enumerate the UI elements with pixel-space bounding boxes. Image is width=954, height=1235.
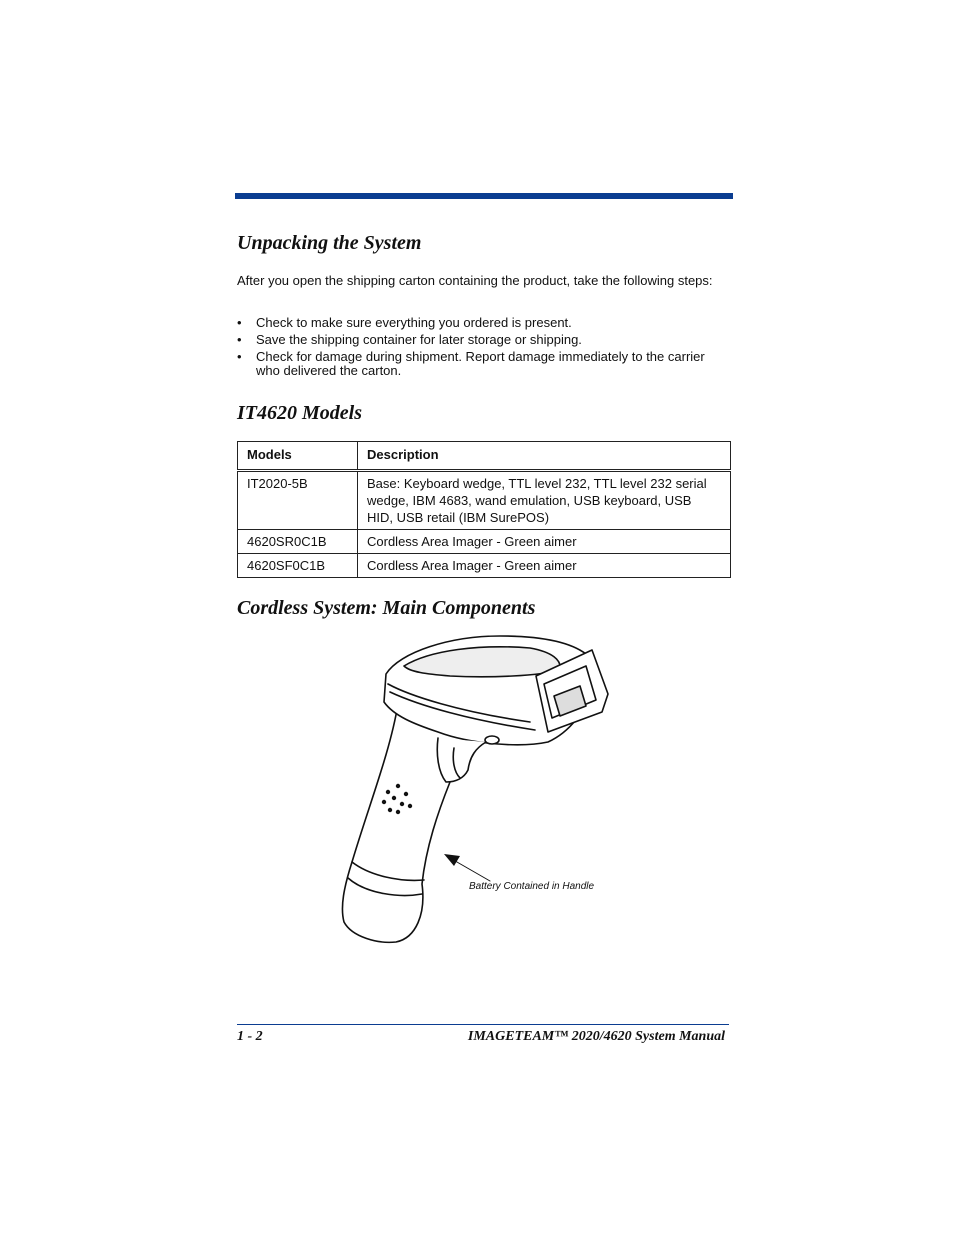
table-header-row (238, 442, 731, 471)
unpacking-steps (237, 316, 727, 381)
list-item: • Check for damage during shipment. Report damage immediately to the carrier who delivered the carton. (237, 349, 705, 378)
description-cell: Base: Keyboard wedge, TTL level 232, TTL level 232 serial wedge, IBM 4683, wand emulation, USB keyboard, USB HID, USB retail (IBM SurePOS) (358, 471, 731, 530)
model-cell: IT2020-5B (238, 471, 358, 530)
model-cell: 4620SR0C1B (238, 530, 358, 554)
unpacking-intro: After you open the shipping carton containing the product, take the following steps: (237, 273, 713, 288)
model-cell: 4620SF0C1B (238, 554, 358, 578)
description-cell: Cordless Area Imager - Green aimer (358, 554, 731, 578)
section-title-models: IT4620 Models (237, 402, 362, 424)
column-header-models: Models (238, 442, 358, 471)
models-table (237, 441, 731, 578)
list-item: • Save the shipping container for later storage or shipping. (237, 332, 582, 347)
bullet-icon: • (237, 332, 242, 347)
section-title-cordless: Cordless System: Main Components (237, 597, 536, 619)
battery-callout: Battery Contained in Handle (469, 881, 595, 892)
page-number: 1 - 2 (237, 1029, 263, 1044)
bullet-icon: • (237, 349, 242, 364)
cordless-scanner-illustration-icon (330, 632, 630, 952)
description-cell: Cordless Area Imager - Green aimer (358, 530, 731, 554)
bullet-icon: • (237, 315, 242, 330)
header-rule (235, 193, 733, 199)
list-item: • Check to make sure everything you ordered is present. (237, 315, 572, 330)
table-row (238, 471, 731, 530)
footer-rule (237, 1024, 729, 1025)
table-row (238, 530, 731, 554)
manual-title: IMAGETEAM™ 2020/4620 System Manual (467, 1029, 725, 1044)
column-header-description: Description (358, 442, 731, 471)
table-row (238, 554, 731, 578)
section-title-unpacking: Unpacking the System (237, 232, 422, 254)
